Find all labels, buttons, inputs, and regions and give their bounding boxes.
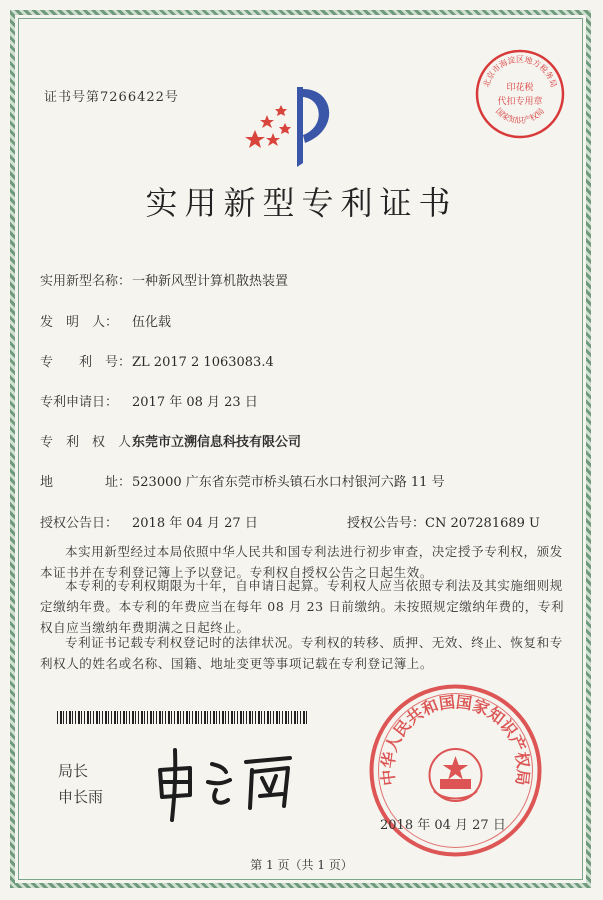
tax-seal-stamp — [474, 48, 566, 140]
field-value: 东莞市立溯信息科技有限公司 — [132, 435, 302, 450]
field-value: 一种新风型计算机散热装置 — [132, 274, 289, 289]
logo-star — [245, 130, 265, 148]
field-label: 实用新型名称： — [40, 274, 132, 289]
director-signature — [150, 740, 300, 825]
paragraph-1: 本实用新型经过本局依照中华人民共和国专利法进行初步审查，决定授予专利权，颁发本证书并在专利登记簿上予以登记。专利权自授权公告之日起生效。 — [40, 544, 563, 580]
logo-star — [260, 115, 274, 128]
logo-star — [266, 133, 280, 146]
logo-star — [275, 105, 287, 116]
paragraph-3: 专利证书记载专利权登记时的法律状况。专利权的转移、质押、无效、终止、恢复和专利权人的姓名或名称、国籍、地址变更等事项记载在专利登记簿上。 — [40, 635, 563, 671]
field-grant-number — [347, 512, 540, 531]
page-title: 实用新型专利证书 — [145, 184, 458, 222]
national-emblem-icon — [430, 749, 482, 801]
seal-date: 2018 年 04 月 27 日 — [380, 818, 506, 833]
large-seal-ring-text: 中华人民共和国国家知识产权局 — [378, 692, 533, 787]
field-label: 授权公告日： — [40, 516, 119, 531]
small-seal-ring-text: 北京市海淀区地方税务局 — [481, 55, 559, 89]
field-value: 2017 年 08 月 23 日 — [132, 395, 258, 410]
logo-p-curve — [303, 89, 329, 143]
field-value: ZL 2017 2 1063083.4 — [132, 355, 274, 370]
field-patent-number — [40, 351, 274, 370]
field-filing-date — [40, 391, 258, 410]
field-label: 发 明 人： — [40, 315, 119, 330]
director-name: 申长雨 — [58, 788, 104, 806]
certificate-number: 证书号第7266422号 — [44, 90, 179, 105]
small-seal-line-1: 印花税 — [506, 83, 534, 93]
paragraph-2: 本专利的专利权期限为十年，自申请日起算。专利权人应当依照专利法及其实施细则规定缴纳年费。本专利的年费应当在每年 08 月 23 日前缴纳。未按照规定缴纳年费的，专利权自应当缴纳年费期满之日起终止。 — [40, 578, 565, 635]
field-label: 专 利 号： — [40, 355, 132, 370]
small-seal-bottom-text: 国家知识产权局 — [493, 106, 547, 126]
field-inventor — [40, 311, 171, 330]
field-label: 地 址： — [40, 475, 132, 490]
logo-star — [279, 123, 291, 134]
field-label: 专利申请日： — [40, 395, 119, 410]
director-title: 局长 — [58, 762, 89, 780]
field-value: 2018 年 04 月 27 日 — [132, 516, 258, 531]
field-name — [40, 270, 288, 289]
field-label: 专 利 权 人： — [40, 435, 145, 450]
page-number: 第 1 页（共 1 页） — [250, 858, 353, 872]
field-grant-date — [40, 512, 258, 531]
field-value: 伍化载 — [132, 315, 172, 330]
field-value: CN 207281689 U — [425, 516, 540, 531]
patent-office-logo-icon — [245, 75, 345, 175]
field-address — [40, 471, 445, 490]
field-label: 授权公告号： — [347, 516, 426, 531]
field-value: 523000 广东省东莞市桥头镇石水口村银河六路 11 号 — [132, 475, 445, 490]
svg-text:国家知识产权局 — [494, 106, 546, 125]
logo-p-shape — [297, 87, 303, 167]
barcode — [57, 711, 307, 724]
small-seal-line-2: 代扣专用章 — [497, 97, 543, 107]
field-patentee — [40, 431, 301, 450]
